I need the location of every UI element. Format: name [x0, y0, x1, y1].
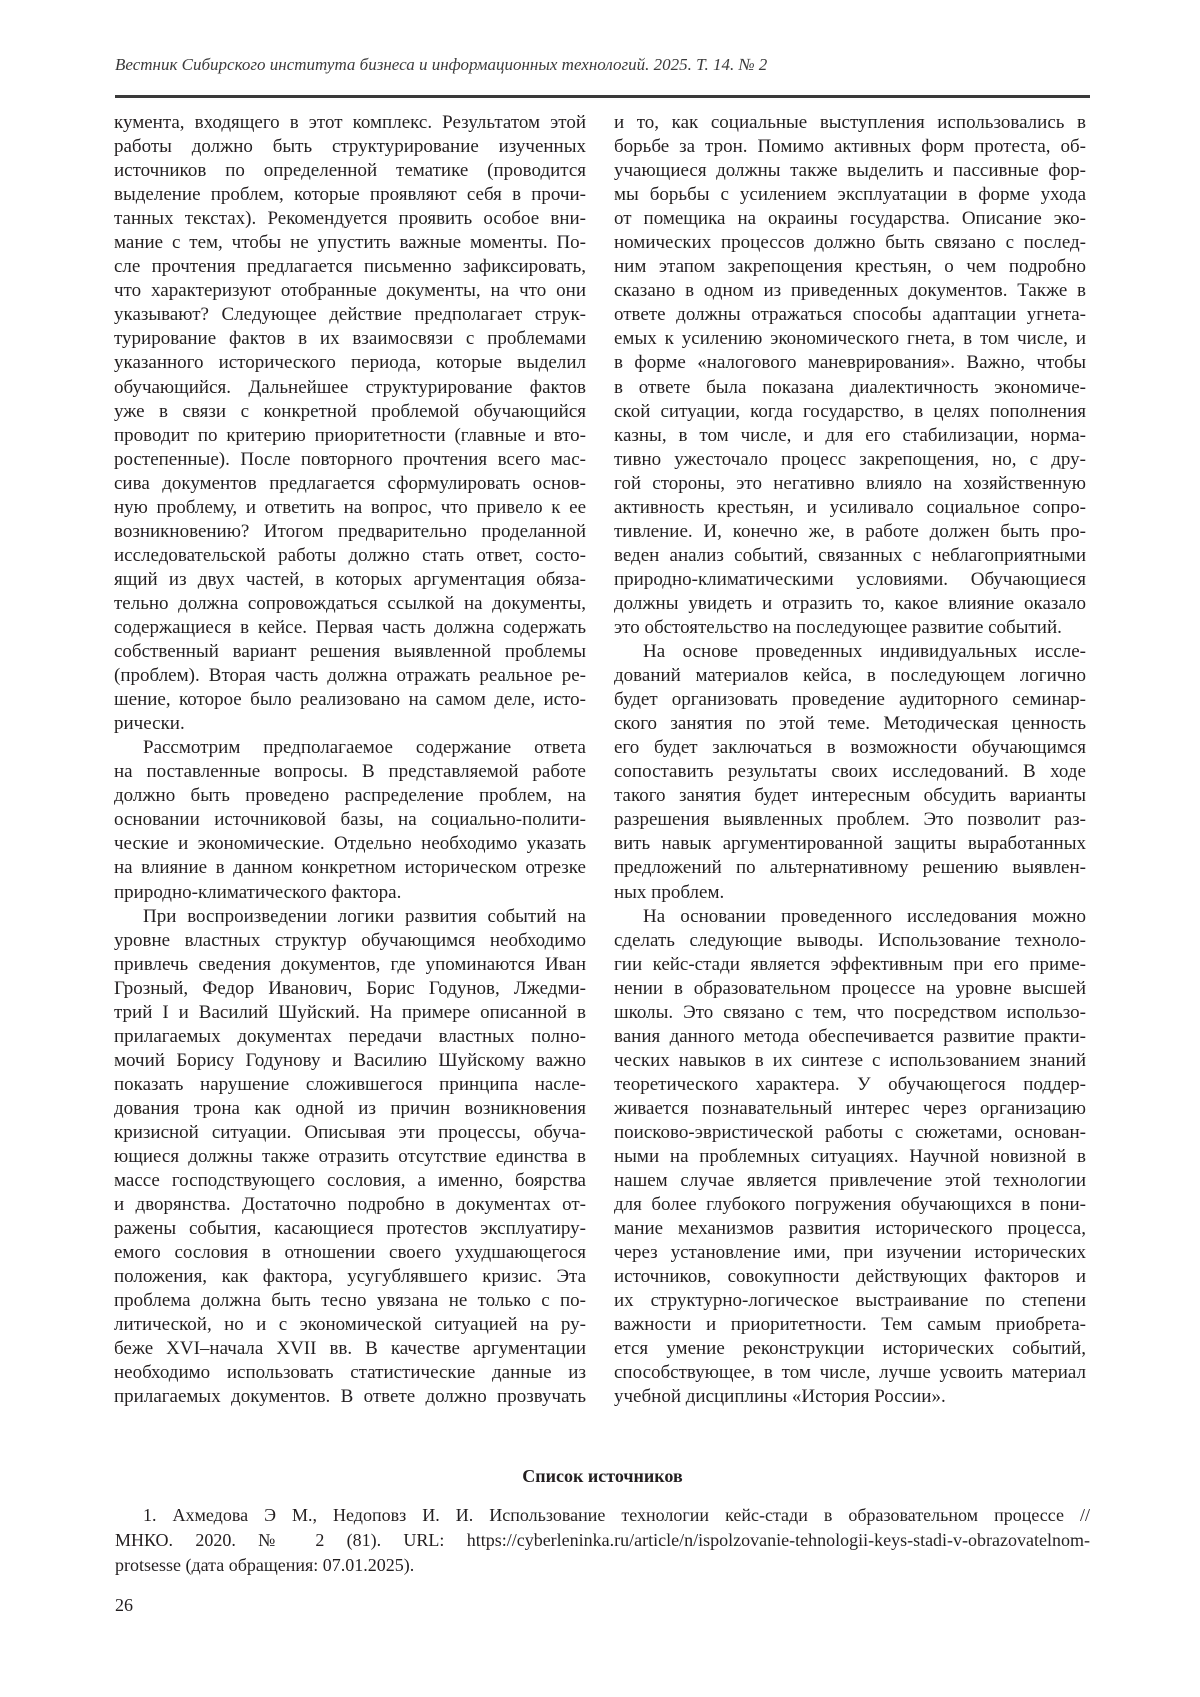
text-line: ского занятия по этой теме. Методическая ценность — [614, 712, 1086, 736]
text-line: через установление ими, при изучении исторических — [614, 1241, 1086, 1265]
reference-line: protsesse (дата обращения: 07.01.2025). — [115, 1553, 1090, 1578]
text-line: положения, как фактора, усугублявшего кризис. Эта — [114, 1265, 586, 1289]
text-line: на влияние в данном конкретном историческом отрезке — [114, 856, 586, 880]
text-line: основании источниковой базы, на социально-полити- — [114, 808, 586, 832]
text-line: сделать следующие выводы. Использование техноло- — [614, 929, 1086, 953]
text-line: При воспроизведении логики развития событий на — [114, 905, 586, 929]
text-line: уже в связи с конкретной проблемой обучающийся — [114, 400, 586, 424]
text-line: На основе проведенных индивидуальных иссле- — [614, 640, 1086, 664]
text-line: источников, совокупности действующих факторов и — [614, 1265, 1086, 1289]
text-line: способствующее, в том числе, лучше усвоить материал — [614, 1361, 1086, 1385]
header-rule — [115, 95, 1090, 98]
text-line: учающиеся должны также выделить и пассивные фор- — [614, 159, 1086, 183]
text-line: в форме «налогового маневрирования». Важно, чтобы — [614, 351, 1086, 375]
text-line: его будет заключаться в возможности обучающимся — [614, 736, 1086, 760]
text-line: Грозный, Федор Иванович, Борис Годунов, Лжедми- — [114, 977, 586, 1001]
text-line: ростепенные). После повторного прочтения всего мас- — [114, 448, 586, 472]
text-line: литической, но и с экономической ситуацией на ру- — [114, 1313, 586, 1337]
text-line: в ответе была показана диалектичность экономиче- — [614, 376, 1086, 400]
text-line: вить навык аргументированной защиты выработанных — [614, 832, 1086, 856]
page-number: 26 — [115, 1595, 133, 1616]
text-line: проводит по критерию приоритетности (главные и вто- — [114, 424, 586, 448]
text-line: указывают? Следующее действие предполагает струк- — [114, 303, 586, 327]
text-line: ящий из двух частей, в которых аргументация обяза- — [114, 568, 586, 592]
right-column — [614, 111, 1086, 1410]
text-line: указанного исторического периода, которые выделил — [114, 351, 586, 375]
text-line: важности и приоритетности. Тем самым приобрета- — [614, 1313, 1086, 1337]
text-line: тивно ужесточало процесс закрепощения, но, с дру- — [614, 448, 1086, 472]
text-line: трий I и Василий Шуйский. На примере описанной в — [114, 1001, 586, 1025]
paragraph — [614, 640, 1086, 905]
text-line: ражены события, касающиеся протестов эксплуатиру- — [114, 1217, 586, 1241]
text-line: мы борьбы с усилением эксплуатации в форме ухода — [614, 183, 1086, 207]
text-line: ных проблем. — [614, 881, 1086, 905]
text-line: массе господствующего сословия, а именно, боярства — [114, 1169, 586, 1193]
text-line: ющиеся должны также отразить отсутствие единства в — [114, 1145, 586, 1169]
text-line: ную проблему, и ответить на вопрос, что привело к ее — [114, 496, 586, 520]
text-line: должны увидеть и отразить то, какое влияние оказало — [614, 592, 1086, 616]
text-line: исследовательской работы должно стать ответ, состо- — [114, 544, 586, 568]
text-line: мочий Борису Годунову и Василию Шуйскому важно — [114, 1049, 586, 1073]
text-line: выделение проблем, которые проявляют себя в прочи- — [114, 183, 586, 207]
text-line: работы должно быть структурирование изученных — [114, 135, 586, 159]
text-line: борьбе за трон. Помимо активных форм протеста, об- — [614, 135, 1086, 159]
text-line: необходимо использовать статистические данные из — [114, 1361, 586, 1385]
text-line: дования трона как одной из причин возникновения — [114, 1097, 586, 1121]
text-line: школы. Это связано с тем, что посредством использо- — [614, 1001, 1086, 1025]
text-line: природно-климатическими условиями. Обучающиеся — [614, 568, 1086, 592]
text-line: На основании проведенного исследования можно — [614, 905, 1086, 929]
text-line: ческих навыков в их синтезе с использованием знаний — [614, 1049, 1086, 1073]
text-line: и то, как социальные выступления использовались в — [614, 111, 1086, 135]
text-line: кумента, входящего в этот комплекс. Результатом этой — [114, 111, 586, 135]
left-column — [114, 111, 586, 1410]
text-line: на поставленные вопросы. В представляемой работе — [114, 760, 586, 784]
text-line: емого сословия в отношении своего ухудшающегося — [114, 1241, 586, 1265]
text-line: танных текстах). Рекомендуется проявить особое вни- — [114, 207, 586, 231]
text-line: для более глубокого погружения обучающихся в пони- — [614, 1193, 1086, 1217]
text-line: кризисной ситуации. Описывая эти процессы, обуча- — [114, 1121, 586, 1145]
text-line: номических процессов должно быть связано с послед- — [614, 231, 1086, 255]
text-line: уровне властных структур обучающимся необходимо — [114, 929, 586, 953]
text-line: казны, в том числе, и для его стабилизации, норма- — [614, 424, 1086, 448]
text-line: гой стороны, это негативно влияло на хозяйственную — [614, 472, 1086, 496]
text-line: ской ситуации, когда государство, в целях пополнения — [614, 400, 1086, 424]
paragraph — [614, 111, 1086, 640]
text-line: тельно должна сопровождаться ссылкой на документы, — [114, 592, 586, 616]
text-line: собственный вариант решения выявленной проблемы — [114, 640, 586, 664]
text-line: такого занятия будет интересным обсудить варианты — [614, 784, 1086, 808]
reference-item — [115, 1503, 1090, 1578]
text-line: тивление. И, конечно же, в работе должен быть про- — [614, 520, 1086, 544]
text-line: сказано в одном из приведенных документов. Также в — [614, 279, 1086, 303]
reference-line: МНКО. 2020. № 2 (81). URL: https://cyberleninka.ru/article/n/ispolzovanie-tehnologii-keys-stadi-v-obrazovatelnom- — [115, 1528, 1090, 1553]
text-line: источников по определенной тематике (проводится — [114, 159, 586, 183]
text-line: будет организовать проведение аудиторного семинар- — [614, 688, 1086, 712]
text-line: мание с тем, чтобы не упустить важные моменты. По- — [114, 231, 586, 255]
text-line: ными на проблемных ситуациях. Научной новизной в — [614, 1145, 1086, 1169]
text-line: предложений по альтернативному решению выявлен- — [614, 856, 1086, 880]
text-line: теоретического характера. У обучающегося поддер- — [614, 1073, 1086, 1097]
text-line: сле прочтения предлагается письменно зафиксировать, — [114, 255, 586, 279]
text-line: шение, которое было реализовано на самом деле, исто- — [114, 688, 586, 712]
text-line: проблема должна быть тесно увязана не только с по- — [114, 1289, 586, 1313]
text-line: от помещика на окраины государства. Описание эко- — [614, 207, 1086, 231]
text-line: гии кейс-стади является эффективным при его приме- — [614, 953, 1086, 977]
paragraph — [114, 111, 586, 736]
references-heading: Список источников — [115, 1466, 1090, 1487]
text-line: возникновению? Итогом предварительно проделанной — [114, 520, 586, 544]
reference-line: 1. Ахмедова Э М., Недоповз И. И. Использование технологии кейс-стади в образовательном процессе // — [115, 1503, 1090, 1528]
text-line: ческие и экономические. Отдельно необходимо указать — [114, 832, 586, 856]
text-line: содержащиеся в кейсе. Первая часть должна содержать — [114, 616, 586, 640]
text-line: мание механизмов развития исторического процесса, — [614, 1217, 1086, 1241]
text-line: (проблем). Вторая часть должна отражать реальное ре- — [114, 664, 586, 688]
text-line: сопоставить результаты своих исследований. В ходе — [614, 760, 1086, 784]
text-line: прилагаемых документов. В ответе должно прозвучать — [114, 1385, 586, 1409]
text-line: и дворянства. Достаточно подробно в документах от- — [114, 1193, 586, 1217]
text-line: ответе должны отражаться способы адаптации угнета- — [614, 303, 1086, 327]
journal-running-head: Вестник Сибирского института бизнеса и информационных технологий. 2025. Т. 14. № 2 — [115, 55, 767, 75]
text-line: их структурно-логическое выстраивание по степени — [614, 1289, 1086, 1313]
text-line: обучающийся. Дальнейшее структурирование фактов — [114, 376, 586, 400]
text-line: беже XVI–начала XVII вв. В качестве аргументации — [114, 1337, 586, 1361]
text-line: нашем случае является привлечение этой технологии — [614, 1169, 1086, 1193]
text-line: вания данного метода обеспечивается развитие практи- — [614, 1025, 1086, 1049]
text-line: что характеризуют отобранные документы, на что они — [114, 279, 586, 303]
text-line: ется умение реконструкции исторических событий, — [614, 1337, 1086, 1361]
text-line: показать нарушение сложившегося принципа насле- — [114, 1073, 586, 1097]
text-line: турирование фактов в их взаимосвязи с проблемами — [114, 327, 586, 351]
text-line: поисково-эвристической работы с сюжетами, основан- — [614, 1121, 1086, 1145]
text-line: ним этапом закрепощения крестьян, о чем подробно — [614, 255, 1086, 279]
text-line: учебной дисциплины «История России». — [614, 1385, 1086, 1409]
paragraph — [114, 905, 586, 1410]
text-line: привлечь сведения документов, где упоминаются Иван — [114, 953, 586, 977]
text-line: нении в образовательном процессе на уровне высшей — [614, 977, 1086, 1001]
text-line: это обстоятельство на последующее развитие событий. — [614, 616, 1086, 640]
text-line: активность крестьян, и усиливало социальное сопро- — [614, 496, 1086, 520]
text-line: дований материалов кейса, в последующем логично — [614, 664, 1086, 688]
text-line: живается познавательный интерес через организацию — [614, 1097, 1086, 1121]
text-line: сива документов предлагается сформулировать основ- — [114, 472, 586, 496]
text-line: должно быть проведено распределение проблем, на — [114, 784, 586, 808]
paragraph — [114, 736, 586, 904]
text-line: веден анализ событий, связанных с неблагоприятными — [614, 544, 1086, 568]
text-line: Рассмотрим предполагаемое содержание ответа — [114, 736, 586, 760]
text-line: прилагаемых документах передачи властных полно- — [114, 1025, 586, 1049]
paragraph — [614, 905, 1086, 1410]
text-line: разрешения выявленных проблем. Это позволит раз- — [614, 808, 1086, 832]
text-line: рически. — [114, 712, 586, 736]
text-line: природно-климатического фактора. — [114, 881, 586, 905]
text-line: емых к усилению экономического гнета, в том числе, и — [614, 327, 1086, 351]
